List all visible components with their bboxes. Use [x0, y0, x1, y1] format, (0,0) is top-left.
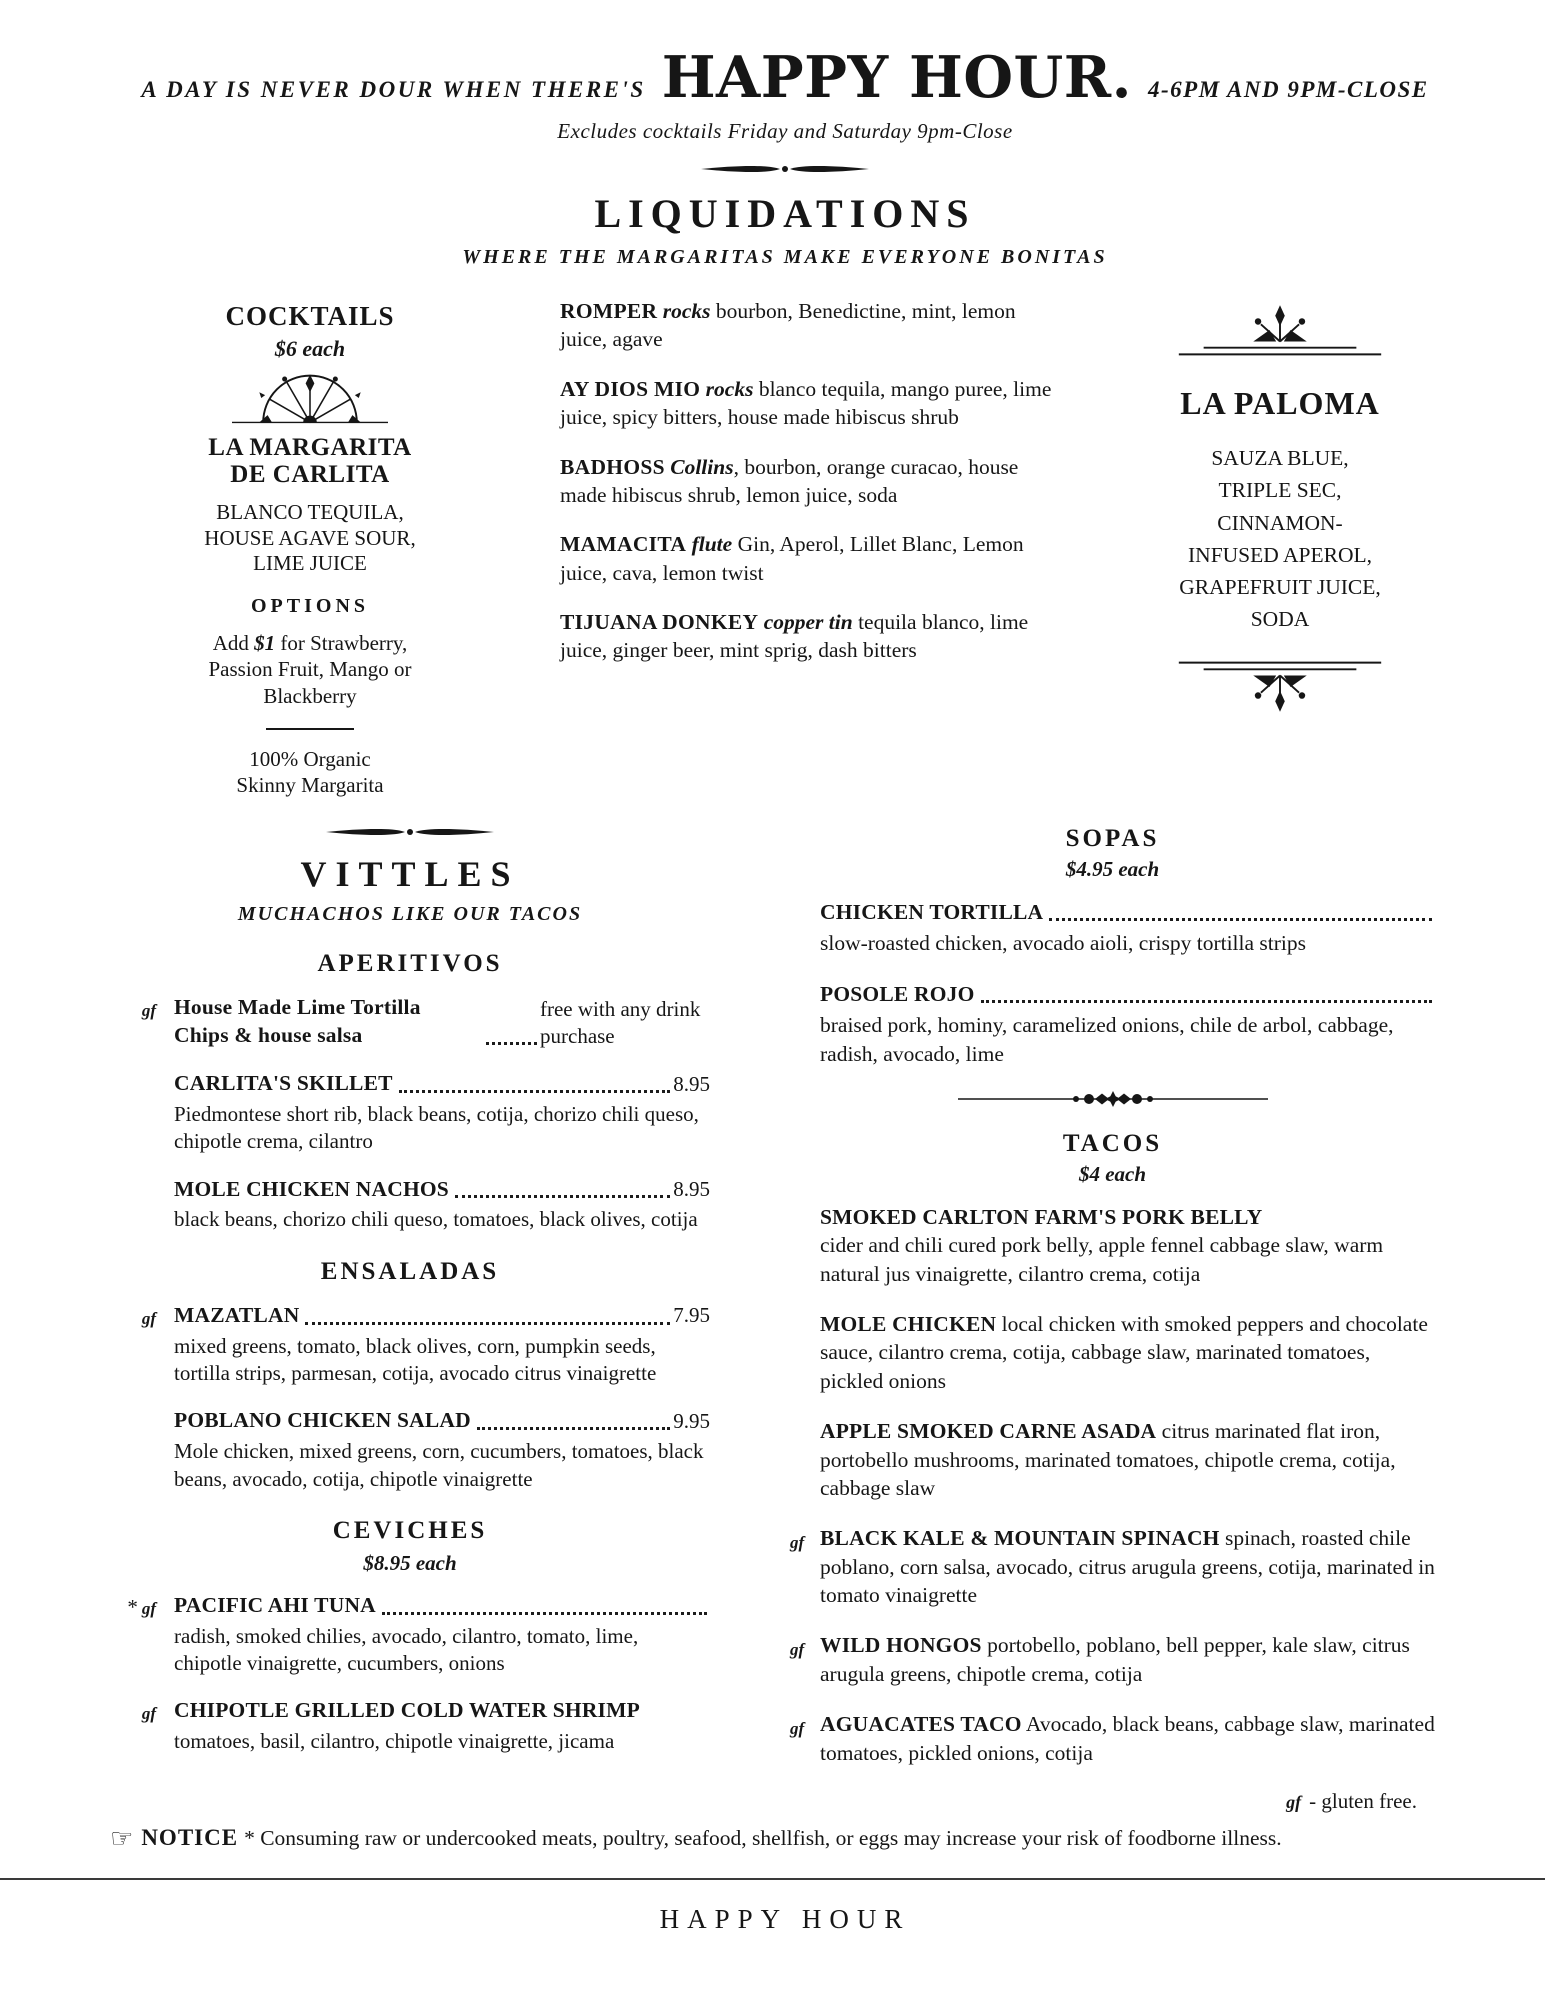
cocktail-name: AY DIOS MIO — [560, 376, 701, 401]
ceviches-heading: CEVICHES — [332, 1516, 488, 1544]
cocktail-desc: bourbon, Benedictine, mint, lemon juice, agave — [560, 299, 1016, 352]
item-name: AGUACATES TACO — [820, 1712, 1022, 1737]
item-name: House Made Lime Tortilla Chips & house salsa — [174, 995, 421, 1048]
item-price: 7.95 — [673, 1303, 710, 1328]
gluten-free-marker — [790, 1713, 814, 1741]
margarita-name — [110, 434, 510, 488]
menu-item-posole-rojo — [790, 980, 1435, 1068]
pointing-hand-icon: ☞ — [110, 1823, 134, 1854]
cocktail-desc: Gin, Aperol, Lillet Blanc, Lemon juice, cava, lemon twist — [560, 532, 1024, 585]
item-desc: Mole chicken, mixed greens, corn, cucumbers, tomatoes, black beans, avocado, cotija, chipotle vinaigrette — [174, 1439, 704, 1491]
item-desc: radish, smoked chilies, avocado, cilantro, tomato, lime, chipotle vinaigrette, cucumbers, onions — [174, 1623, 639, 1676]
item-desc: local chicken with smoked peppers and chocolate sauce, cilantro crema, cotija, cabbage slaw, marinated tomatoes, pickled onions — [820, 1312, 1428, 1393]
cocktail-item-mamacita — [560, 530, 1060, 587]
item-name: WILD HONGOS — [820, 1633, 982, 1658]
item-head — [174, 1407, 710, 1435]
item-desc: mixed greens, tomato, black olives, corn, pumpkin seeds, tortilla strips, parmesan, cotija, avocado citrus vinaigrette — [174, 1333, 657, 1385]
vittles-title: VITTLES — [300, 854, 520, 895]
options-heading: OPTIONS — [250, 594, 370, 617]
dot-leader — [305, 1322, 670, 1325]
crown-ornament-icon — [1175, 303, 1385, 359]
item-name: APPLE SMOKED CARNE ASADA — [820, 1419, 1157, 1444]
gluten-free-marker — [790, 1527, 814, 1555]
item-desc: tomatoes, basil, cilantro, chipotle vinaigrette, jicama — [174, 1729, 615, 1754]
raw-asterisk: * — [127, 1594, 138, 1619]
organic-note-line1: 100% Organic — [249, 746, 371, 771]
item-name: MOLE CHICKEN NACHOS — [174, 1176, 449, 1201]
item-head — [820, 898, 1435, 926]
item-name: POSOLE ROJO — [820, 981, 975, 1006]
organic-note — [110, 746, 510, 799]
aperitivos-heading: APERITIVOS — [317, 950, 503, 978]
item-head — [174, 1302, 710, 1330]
item-head — [174, 1176, 710, 1204]
menu-header — [110, 44, 1460, 111]
item-desc: slow-roasted chicken, avocado aioli, crispy tortilla strips — [820, 931, 1307, 956]
cocktail-name: BADHOSS — [560, 454, 665, 479]
item-desc: cider and chili cured pork belly, apple fennel cabbage slaw, warm natural jus vinaigrette, cilantro crema, cotija — [820, 1233, 1384, 1286]
item-desc: Piedmontese short rib, black beans, cotija, chorizo chili queso, chipotle crema, cilantro — [174, 1101, 699, 1154]
sopas-heading: SOPAS — [1065, 825, 1160, 853]
item-desc: braised pork, hominy, caramelized onions, chile de arbol, cabbage, radish, avocado, lime — [820, 1013, 1394, 1066]
notice-text: * Consuming raw or undercooked meats, poultry, seafood, shellfish, or eggs may increase your risk of foodborne illness. — [244, 1825, 1282, 1850]
dot-leader — [486, 1042, 537, 1045]
notice — [110, 1824, 1460, 1854]
cocktail-glass: copper tin — [758, 610, 853, 634]
spear-divider-icon — [325, 825, 495, 839]
item-price: 9.95 — [673, 1408, 710, 1433]
page-title: HAPPY HOUR. — [661, 44, 1132, 111]
menu-item-carne-asada-taco — [790, 1417, 1435, 1502]
drinks-section — [110, 297, 1460, 799]
margarita-name-line2: DE CARLITA — [230, 461, 390, 488]
item-name: SMOKED CARLTON FARM'S PORK BELLY — [820, 1204, 1263, 1229]
item-price: 8.95 — [673, 1177, 710, 1202]
exclusion-note: Excludes cocktails Friday and Saturday 9pm-Close — [557, 119, 1013, 143]
tacos-price-note: $4 each — [1078, 1161, 1147, 1186]
menu-item-chips — [110, 994, 710, 1050]
paloma-column — [1110, 297, 1450, 799]
item-name: CHIPOTLE GRILLED COLD WATER SHRIMP — [174, 1698, 640, 1723]
cocktail-item-romper — [560, 297, 1060, 354]
menu-item-pacific-ahi-tuna — [110, 1592, 710, 1678]
sopas-price-note: $4.95 each — [1065, 857, 1160, 882]
item-head — [174, 1070, 710, 1098]
gluten-free-marker — [110, 1699, 166, 1726]
item-name: POBLANO CHICKEN SALAD — [174, 1408, 471, 1433]
dot-leader — [1049, 918, 1432, 921]
gf-marker: gf — [141, 1308, 156, 1328]
fan-ornament-icon — [232, 374, 388, 426]
tacos-heading: TACOS — [1062, 1129, 1163, 1157]
cocktail-desc: tequila blanco, lime juice, ginger beer, mint sprig, dash bitters — [560, 610, 1029, 663]
menu-item-aguacates-taco — [790, 1710, 1435, 1767]
cocktail-desc: blanco tequila, mango puree, lime juice, spicy bitters, house made hibiscus shrub — [560, 376, 1052, 430]
cocktail-item-ay-dios-mio — [560, 375, 1060, 432]
menu-item-pork-belly-taco — [790, 1203, 1435, 1288]
notice-label: NOTICE — [141, 1824, 239, 1850]
margarita-ingredients: BLANCO TEQUILA, HOUSE AGAVE SOUR, LIME JUICE — [204, 500, 416, 576]
gluten-free-legend-text: - gluten free. — [1309, 1788, 1417, 1813]
item-price: 8.95 — [673, 1071, 710, 1096]
cocktail-item-tijuana-donkey — [560, 608, 1060, 665]
cocktails-price-note: $6 each — [274, 336, 346, 361]
cocktail-name: MAMACITA — [560, 532, 687, 557]
cocktails-heading: COCKTAILS — [225, 301, 395, 331]
cocktail-name: TIJUANA DONKEY — [560, 610, 759, 634]
gluten-free-marker — [110, 1304, 166, 1331]
options-add-prefix: Add — [212, 630, 255, 655]
gf-marker: gf — [790, 1533, 805, 1553]
item-desc: citrus marinated flat iron, portobello mushrooms, marinated tomatoes, chipotle crema, cotija, cabbage slaw — [820, 1419, 1396, 1500]
item-name: CARLITA'S SKILLET — [174, 1070, 393, 1095]
item-head — [174, 994, 710, 1050]
cocktail-name: ROMPER — [560, 299, 658, 323]
gf-marker: gf — [1286, 1791, 1302, 1812]
cocktail-list — [560, 297, 1060, 799]
menu-item-mole-chicken-nachos — [110, 1176, 710, 1234]
menu-item-poblano-chicken-salad — [110, 1407, 710, 1493]
options-add-amount: $1 — [254, 630, 276, 655]
item-name: PACIFIC AHI TUNA — [174, 1592, 376, 1617]
options-add-suffix: for Strawberry, Passion Fruit, Mango or Blackberry — [208, 630, 412, 709]
menu-item-chicken-tortilla — [790, 898, 1435, 958]
item-desc: Avocado, black beans, cabbage slaw, marinated tomatoes, pickled onions, cotija — [820, 1712, 1435, 1765]
gf-marker: gf — [141, 1704, 156, 1724]
crown-ornament-flipped-icon — [1175, 658, 1385, 714]
footer-rule — [0, 1878, 1545, 1880]
vittles-column — [110, 825, 710, 1814]
footer-title: HAPPY HOUR — [659, 1903, 911, 1934]
menu-item-chipotle-shrimp — [110, 1697, 710, 1755]
dot-leader — [981, 1000, 1432, 1003]
margarita-name-line1: LA MARGARITA — [208, 434, 412, 461]
ceviches-price-note: $8.95 each — [363, 1550, 457, 1575]
organic-note-line2: Skinny Margarita — [236, 773, 384, 798]
item-head — [174, 1592, 710, 1620]
ensaladas-heading: ENSALADAS — [320, 1257, 500, 1285]
cocktail-item-badhoss — [560, 453, 1060, 510]
cocktail-glass: rocks — [700, 376, 754, 401]
item-name: BLACK KALE & MOUNTAIN SPINACH — [820, 1526, 1220, 1551]
gf-marker: gf — [141, 1001, 156, 1021]
cocktail-glass: rocks — [657, 299, 711, 323]
spear-divider-icon — [700, 162, 870, 176]
dot-leader — [477, 1427, 670, 1430]
cocktails-column — [110, 297, 510, 799]
menu-item-kale-spinach-taco — [790, 1524, 1435, 1609]
menu-item-mazatlan — [110, 1302, 710, 1388]
raw-and-gluten-free-marker — [110, 1594, 166, 1621]
vittles-subtitle: MUCHACHOS LIKE OUR TACOS — [237, 903, 583, 926]
menu-item-wild-hongos-taco — [790, 1631, 1435, 1688]
gluten-free-marker — [790, 1634, 814, 1662]
dot-leader — [455, 1195, 670, 1198]
item-head — [174, 1697, 710, 1725]
liquidations-subtitle: WHERE THE MARGARITAS MAKE EVERYONE BONITAS — [462, 246, 1108, 268]
item-desc: spinach, roasted chile poblano, corn salsa, avocado, citrus arugula greens, cotija, marinated in tomato vinaigrette — [820, 1526, 1435, 1608]
dot-leader — [399, 1090, 671, 1093]
paloma-ingredients: SAUZA BLUE, TRIPLE SEC, CINNAMON-INFUSED APEROL, GRAPEFRUIT JUICE, SODA — [1179, 446, 1381, 632]
item-name: CHICKEN TORTILLA — [820, 900, 1044, 925]
short-rule — [266, 728, 354, 730]
item-name: MOLE CHICKEN — [820, 1312, 997, 1337]
food-section — [110, 825, 1460, 1814]
gf-marker: gf — [141, 1598, 156, 1618]
item-desc: portobello, poblano, bell pepper, kale slaw, citrus arugula greens, chipotle crema, cotija — [820, 1633, 1410, 1686]
item-value: free with any drink purchase — [540, 997, 701, 1049]
cocktail-glass: Collins — [664, 454, 734, 479]
gluten-free-marker — [110, 996, 166, 1023]
header-tagline: A DAY IS NEVER DOUR WHEN THERE'S — [141, 77, 646, 102]
menu-item-mole-chicken-taco — [790, 1310, 1435, 1395]
cocktail-desc: , bourbon, orange curacao, house made hibiscus shrub, lemon juice, soda — [560, 454, 1019, 507]
cocktail-glass: flute — [686, 532, 733, 557]
options-text — [184, 630, 436, 710]
item-head — [820, 980, 1435, 1008]
item-desc: black beans, chorizo chili queso, tomatoes, black olives, cotija — [174, 1207, 698, 1232]
gf-marker: gf — [790, 1719, 805, 1739]
item-name: MAZATLAN — [174, 1302, 300, 1327]
happy-hour-times: 4-6PM AND 9PM-CLOSE — [1147, 77, 1429, 102]
liquidations-title: LIQUIDATIONS — [594, 191, 976, 236]
menu-item-carlitas-skillet — [110, 1070, 710, 1156]
beaded-divider-icon — [958, 1090, 1268, 1108]
sopas-tacos-column — [790, 825, 1435, 1814]
gluten-free-legend — [790, 1789, 1435, 1814]
dot-leader — [382, 1612, 707, 1615]
paloma-name: LA PALOMA — [1180, 385, 1380, 421]
gf-marker: gf — [790, 1640, 805, 1660]
